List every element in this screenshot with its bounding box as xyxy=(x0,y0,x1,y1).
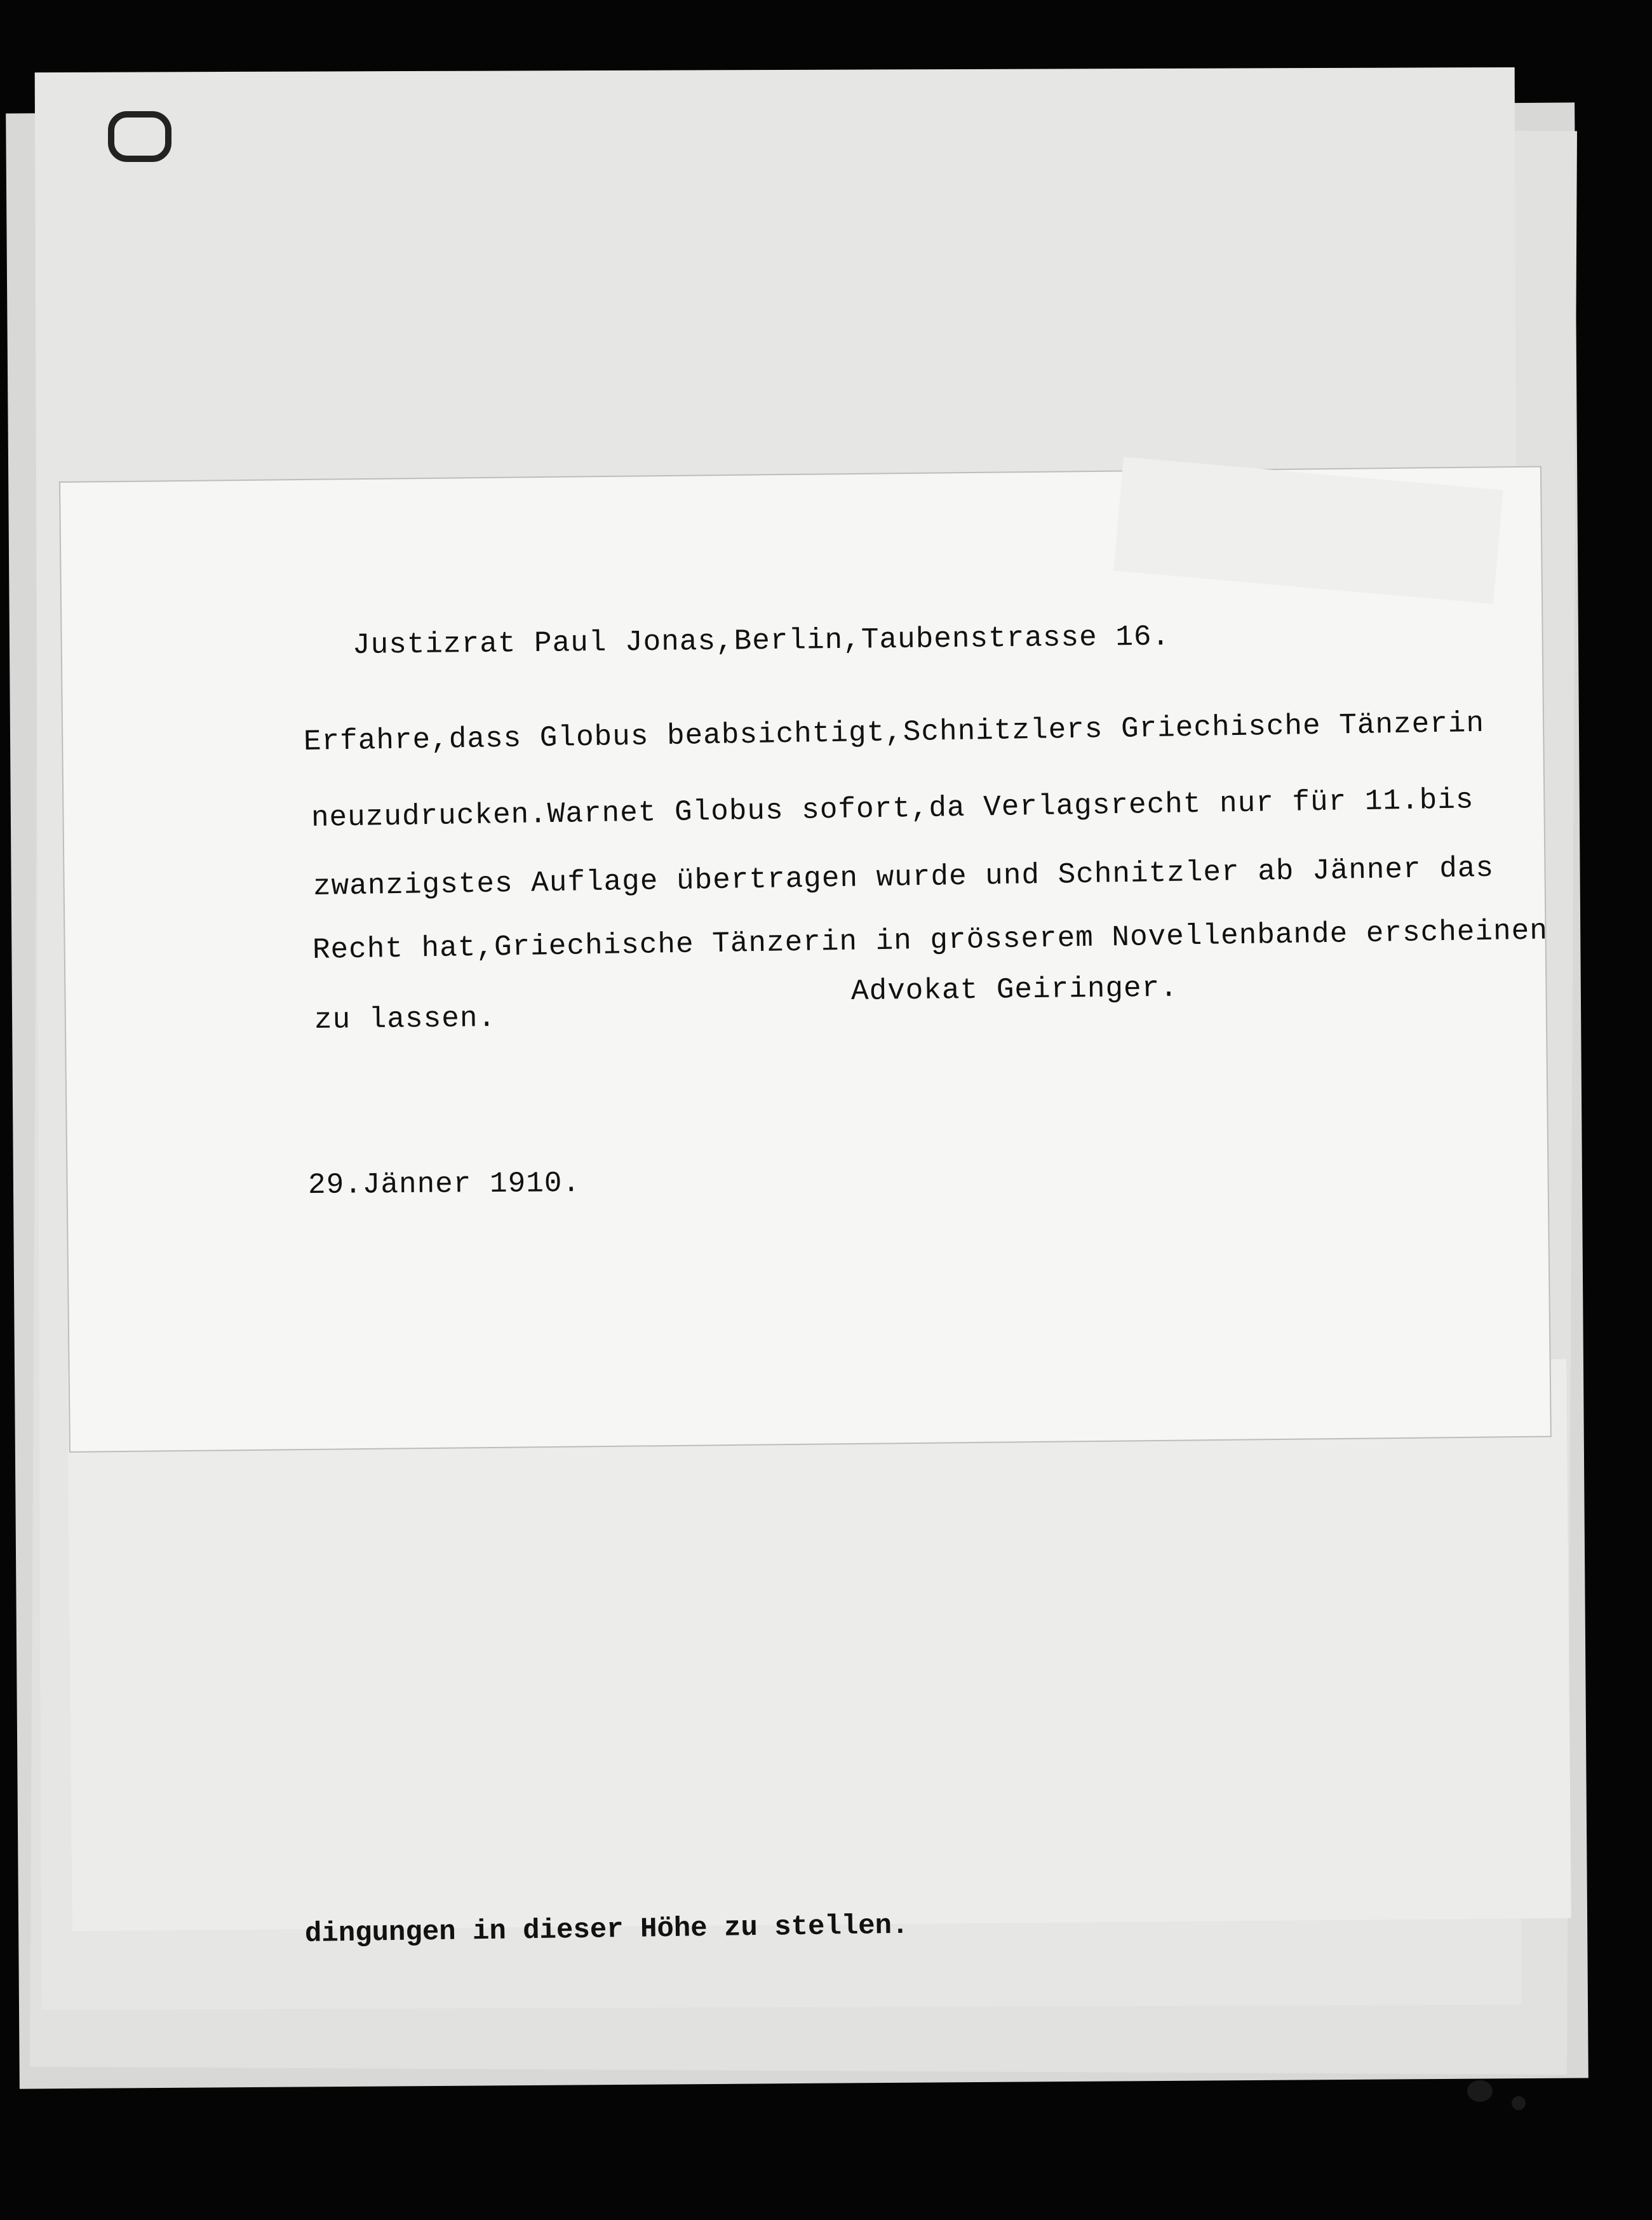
body-line: zwanzigstes Auflage übertragen wurde und Schnitzler ab Jänner das xyxy=(312,851,1494,903)
body-line: Recht hat,Griechische Tänzerin in grösserem Novellenbande erscheinen xyxy=(312,914,1548,967)
ink-smudge xyxy=(1467,2080,1493,2102)
closing-text: zu lassen. xyxy=(314,1002,497,1037)
signature-typed: Advokat Geiringer. xyxy=(850,971,1179,1008)
telegram-slip xyxy=(60,468,1550,1451)
address-line: Justizrat Paul Jonas,Berlin,Taubenstrasse 16. xyxy=(352,620,1171,662)
ink-smudge xyxy=(1512,2096,1526,2110)
body-line: neuzudrucken.Warnet Globus sofort,da Verlagsrecht nur für 11.bis xyxy=(311,783,1474,835)
underlying-sheet-text: dingungen in dieser Höhe zu stellen. xyxy=(304,1909,909,1950)
date-line: 29.Jänner 1910. xyxy=(307,1167,581,1202)
paper-clip-icon xyxy=(108,111,171,162)
body-line: Erfahre,dass Globus beabsichtigt,Schnitzlers Griechische Tänzerin xyxy=(303,706,1485,758)
